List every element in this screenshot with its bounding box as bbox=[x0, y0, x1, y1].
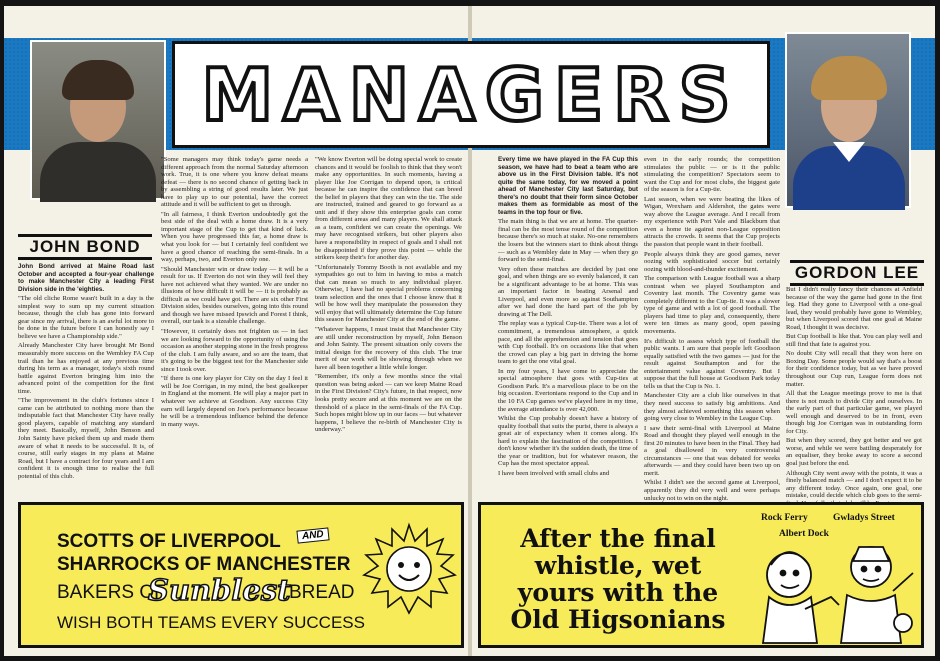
article-paragraph: But when they scored, they got better and we got worse, and while we were battling desperately for an equaliser, they broke away to score a second goal just before the end. bbox=[786, 437, 922, 468]
cartoon-illustration-icon bbox=[743, 513, 923, 647]
gordon-lee-name: GORDON LEE bbox=[790, 260, 924, 286]
article-paragraph: "If there is one key player for City on the day I feel it will be Joe Corrigan, in my mind, the best goalkeeper in England at the moment. He will play a major part in whatever we achieve at Goodison. Any success City earn will largely depend on Joe's performance because he will be a tremendous influence behind the defence in many ways. bbox=[161, 375, 308, 428]
article-paragraph: It's difficult to assess which type of football the public wants. I am sure that people left Goodison equally satisfied with the two games — just for the result against Southampton and for the entertainment value against Coventry. But I suppose that the full house at Goodison Park today tells us that the Cup is No. 1. bbox=[644, 337, 780, 390]
article-paragraph: The comparison with League football was a sharp contrast when we played Southampton and Coventry last month. The Coventry game was completely different to the Cup-tie. It was a slower type of game and with a lot of good football. The players had time to play and, consequently, there were ten times as many good, open passing movements. bbox=[644, 275, 780, 336]
article-paragraph: "Unfortunately Tommy Booth is not available and my sympathies go out to him in having to miss a match that can mean so much to any individual player. Otherwise, I have had no special problems concerning team selection and the ones that I choose know that it will be how well they manipulate the possession they will enjoy that will ultimately determine the Cup future this season for Manchester City at the end of the game. bbox=[315, 263, 462, 324]
article-column-2 bbox=[161, 156, 308, 501]
advert-line-scotts: SCOTTS OF LIVERPOOL bbox=[57, 531, 281, 552]
gordon-lee-photo bbox=[785, 32, 911, 208]
article-paragraph: "Whatever happens, I must insist that Manchester City are still under reconstruction by myself, John Benson and John Sainty. The present situation only covers the initial design for the recovery of this club. The true merit of our work will be showing through when we have all been together a little while longer. bbox=[315, 326, 462, 371]
article-paragraph: "In all fairness, I think Everton undoubtedly got the best side of the deal with a home draw. It is a very important stage of the Cup to get that kind of luck. When you have progressed this far, a home draw is what you look for — but I certainly feel confident we have a good chance of reaching the semi-finals. In a way, perhaps, two, and Everton only one. bbox=[161, 210, 308, 264]
article-paragraph: People always think they are good games, never oozing with sophisticated soccer but certainly oozing with blood-and-thunder excitement. bbox=[644, 250, 780, 273]
article-paragraph: But Cup football is like that. You can play well and still find that fate is against you. bbox=[786, 333, 922, 348]
article-paragraph: Every time we have played in the FA Cup this season, we have had to beat a team who are above us in the First Division table. It's not quite the same today, for we moved a point ahead of Manchester City last Saturday, but there's no doubt that their form since October makes them as formidable as most of the teams in the top four or five. bbox=[498, 156, 638, 216]
article-paragraph: But I didn't really fancy their chances at Anfield because of the way the game had gone in the first leg. Had they gone to Liverpool with a one-goal lead, they would probably have gone to Wembley, but when Liverpool scored that one goal at Maine Road, I thought it was decisive. bbox=[786, 286, 922, 331]
advert-wish-line: WISH BOTH TEAMS EVERY SUCCESS bbox=[57, 613, 365, 632]
article-paragraph: "Remember, it's only a few months since the vital question was being asked — can we keep Maine Road in the First Division? City's future, in that respect, now looks pretty secure and at this moment we are on the threshold of a place in the semi-finals of the FA Cup. Such hopes might blow up in our faces — but whatever happens, I believe the re-birth of Manchester City is underway." bbox=[315, 373, 462, 434]
article-paragraph: All that the League meetings prove to me is that there is not much to divide City and ourselves. In the early part of that particular game, we played well enough and deserved to be in front, even though big Joe Corrigan was in outstanding form for City. bbox=[786, 390, 922, 435]
john-bond-photo bbox=[30, 40, 166, 200]
article-paragraph: Last season, when we were beating the likes of Wigan, Wrexham and Aldershot, the gates were way above the League average. And I recall from my experience with Port Vale and Blackburn that even a home tie against non-League opposition attracts the crowds. It seems that the Cup projects the passion that people want in their football. bbox=[644, 195, 780, 249]
article-paragraph: Whilst the Cup probably doesn't have a history of quality football that suits the purist, there is always a great air of expectancy when it comes along. It's hard to explain the fascination of the competition. I don't know whether it's the sudden death, the time of the year or tradition, but for whatever reason, the Cup has the most spectator appeal. bbox=[498, 415, 638, 468]
article-paragraph: John Bond arrived at Maine Road last October and accepted a four-year challenge to make Manchester City a leading First Division side in the 'eighties. bbox=[18, 263, 154, 293]
article-paragraph: In my four years, I have come to appreciate the special atmosphere that goes with Cup-ties at Goodison Park. It's a marvellous place to be on the big occasion. Evertonians respond to the Cup and in the 10 FA Cup games we've played here in my time, the average attendance is over 42,000. bbox=[498, 367, 638, 413]
label-gwladys-street: Gwladys Street bbox=[833, 513, 895, 523]
article-paragraph: Whilst I didn't see the second game at Liverpool, apparently they did very well and were perhaps unlucky not to win on the night. bbox=[644, 479, 780, 502]
page-title: MANAGERS bbox=[201, 53, 741, 137]
article-paragraph: Very often these matches are decided by just one goal, and when things are so evenly balanced, it can be a significant advantage to be at home. This was an important factor in beating Arsenal and Liverpool, and even more so against Southampton after we had done the hard part of the job by drawing at The Dell. bbox=[498, 265, 638, 318]
article-paragraph: I saw their semi-final with Liverpool at Maine Road and thought they played well enough in the first 20 minutes to have been in the Final. They had a goal disallowed in very controversial circumstances — one that was debated for weeks afterwards — and they could have been two up on merit. bbox=[644, 424, 780, 477]
and-badge: AND bbox=[296, 527, 329, 543]
article-column-3 bbox=[315, 156, 462, 501]
article-column-4 bbox=[498, 156, 638, 501]
article-paragraph: The replay was a typical Cup-tie. There was a lot of commitment, a tremendous atmosphere, a quick pace, and all the apprehension and tension that goes with Cup football. It's on occasions like that when the crowd can play a big part in driving the home team to get the one vital goal. bbox=[498, 320, 638, 366]
article-paragraph: Although City went away with the points, it was a finely balanced match — and I don't expect it to be any different today. Once again, one goal, one mistake, could decide which club goes to the semi- bbox=[786, 469, 922, 500]
advert-bakers-of: BAKERS OF bbox=[57, 582, 166, 603]
title-box bbox=[172, 41, 770, 148]
article-paragraph: Manchester City are a club like ourselves in that they need success to satisfy big ambitions. And they almost achieved something this season when going very close to Wembley in the League Cup. bbox=[644, 392, 780, 423]
article-column-6 bbox=[786, 286, 922, 500]
article-paragraph: "However, it certainly does not frighten us — in fact we are looking forward to the opportunity of using the occasion as another stepping stone in the fresh progress of the club. I am fully aware, and so are the team, that it's going to be the biggest test for the Manchester side since I took over. bbox=[161, 328, 308, 373]
advert-headline: After the final whistle, wet yours with the Old Higsonians bbox=[510, 524, 726, 634]
advert-line-sharrocks: SHARROCKS OF MANCHESTER bbox=[57, 554, 351, 575]
article-paragraph: "We know Everton will be doing special work to create chances and it would be foolish to think that they won't make any opportunities. In such moments, having a player like Joe Corrigan to depend upon, is critical because he can inspire the confidence that can breed the belief in players that they can win the tie. The side are instructed, trained and geared to go forward as a unit and if they show this enterprise goals can come from different areas and many players. We shall attack as a team, confident we can create the openings. We may have recognised strikers, but other players also have a responsibility in respect of goals and I shall not be disappointed if they prove this point — while the strikers keep their's for another day. bbox=[315, 156, 462, 262]
article-column-5 bbox=[644, 156, 780, 502]
sun-mascot-icon bbox=[361, 521, 457, 617]
article-paragraph: "The old cliche Rome wasn't built in a day is the simplest way to sum up my current situation because, though the club has gone into forward gear since my arrival, there is an awful lot more to be done in the future before I can honestly say I believe we have a Championship side." bbox=[18, 295, 154, 340]
label-albert-dock: Albert Dock bbox=[779, 529, 829, 539]
article-paragraph: "Some managers may think today's game needs a different approach from the normal Saturday afternoon work. True, it is one where you know defeat means defeat — there is no second chance of getting back in by assembling a string of good results later. We just have to play up to our potential, have the correct attitude and it will be sufficient to get us through. bbox=[161, 156, 308, 209]
article-column-1 bbox=[18, 263, 154, 495]
sunblest-logo: Sunblest bbox=[148, 573, 291, 607]
article-paragraph: even in the early rounds; the competition stimulates the public — or is it the public stimulating the competition? Spectators seem to want the Cup and for most clubs, the biggest gate of the season is for a Cup-tie. bbox=[644, 156, 780, 194]
sunblest-advert bbox=[18, 502, 464, 648]
higsons-advert bbox=[478, 502, 924, 648]
article-paragraph: The main thing is that we are at home. The quarter-final can be the most tense round of the competition because there's so much at stake. No-one remembers the losers but the winners start to think about things — such as a Wembley date in May — when they go forward to the semi-final. bbox=[498, 218, 638, 264]
article-paragraph: "Should Manchester win or draw today — it will be a result for us. If Everton do not win they will feel they have not achieved what they wanted. We are under no illusions of how difficult it will be — it is probably as difficult as we could have got. There are six other First Division sides, besides ourselves, going into this round and though we have missed Ipswich and Forest I think, overall, our task is a sizeable challenge. bbox=[161, 265, 308, 326]
john-bond-name: JOHN BOND bbox=[18, 234, 152, 260]
article-paragraph: No doubt City will recall that they won here on Boxing Day. Some people would say that's a boost for their confidence today, but as we have proved throughout our Cup run, League form does not matter. bbox=[786, 350, 922, 388]
label-rock-ferry: Rock Ferry bbox=[761, 513, 808, 523]
advert-bread: BREAD bbox=[289, 582, 355, 603]
magazine-spread bbox=[4, 6, 935, 656]
article-paragraph: I have been involved with small clubs and bbox=[498, 469, 610, 477]
article-paragraph: Already Manchester City have brought Mr Bond measurably more success on the Wembley FA Cup trail than he has enjoyed at any previous time during his term as a manager, today's sixth round battle against Everton bringing him into the advanced point of the competition for the first time. bbox=[18, 342, 154, 395]
article-paragraph: "The improvement in the club's fortunes since I came can be attributed to nothing more than the indisputable fact that Manchester City have really good players, capable of matching any standard they meet. Basically, myself, John Benson and John Sainty have picked them up and made them aware of what it needs to be successful. It is, of course, still early stages in my plans at Maine Road, but I have a contract for four years and I am confident it is enough time to realise the full potential of this club. bbox=[18, 397, 154, 480]
